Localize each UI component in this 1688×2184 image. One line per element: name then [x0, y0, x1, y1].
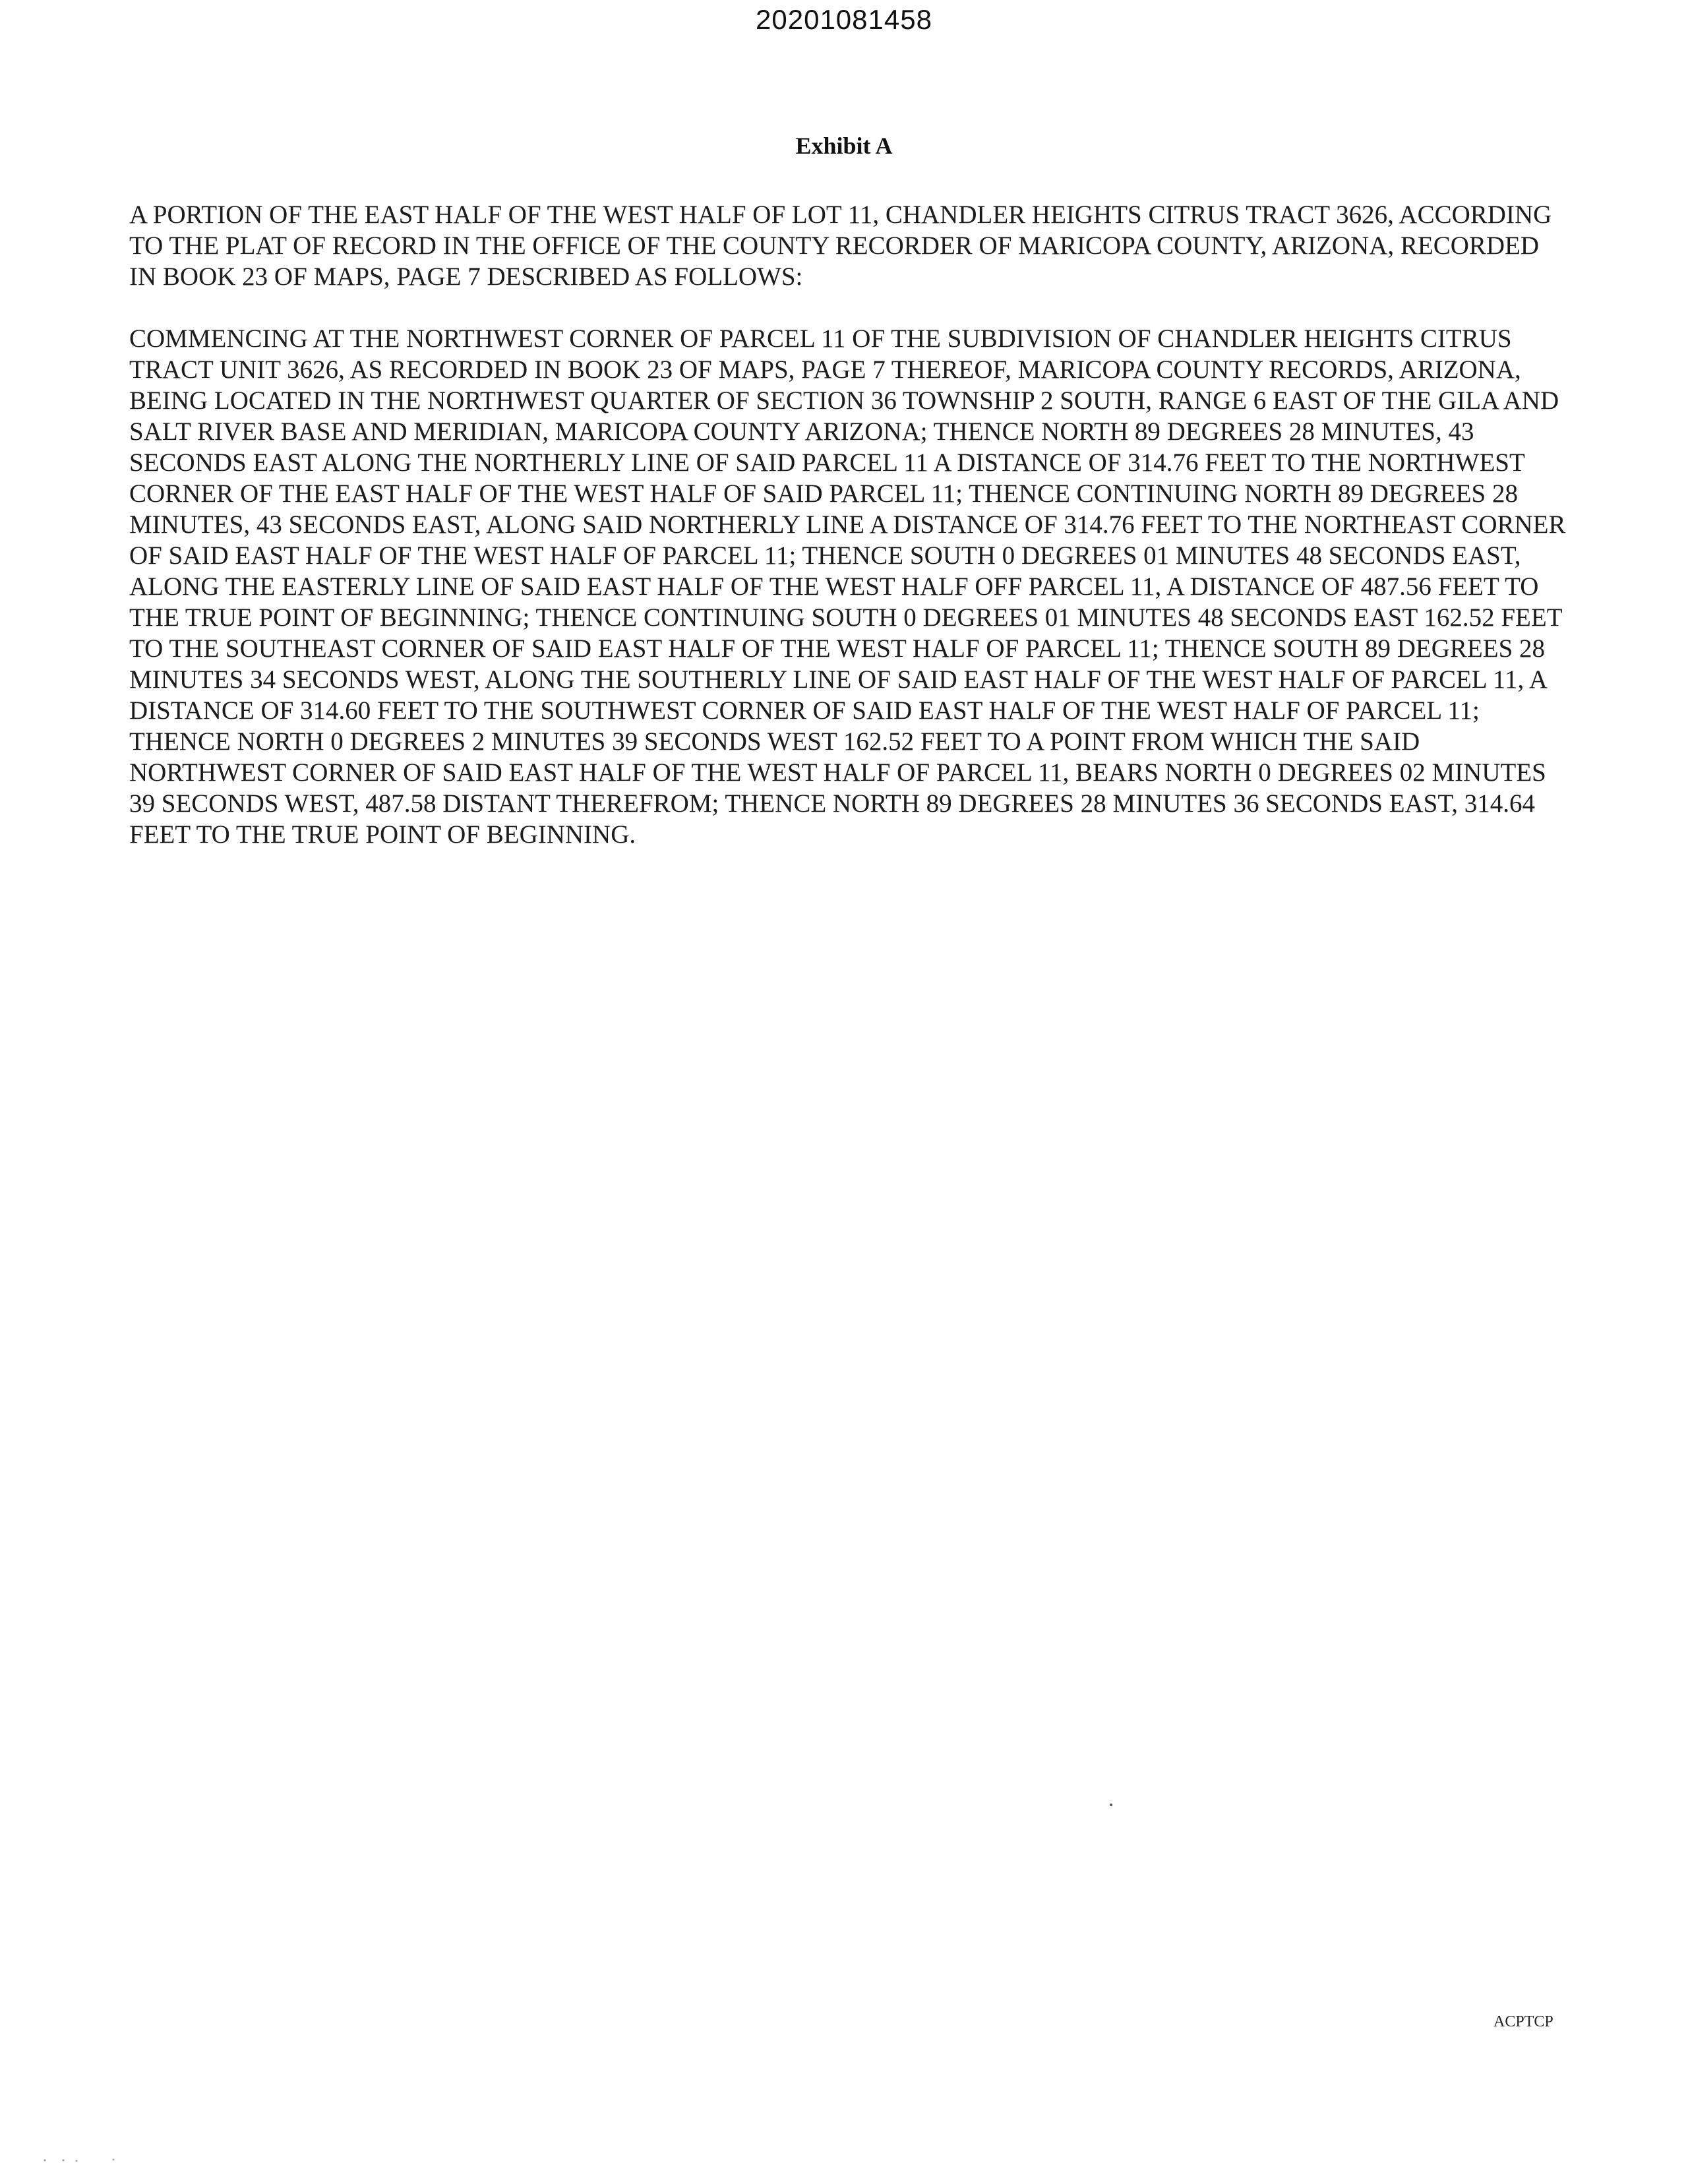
footer-code: ACPTCP: [1493, 2013, 1553, 2030]
legal-description-intro: A PORTION OF THE EAST HALF OF THE WEST HALF OF LOT 11, CHANDLER HEIGHTS CITRUS TRACT 3626, ACCORDING TO THE PLAT OF RECORD IN THE OFFICE OF THE COUNTY RECORDER OF MARICOPA COUNTY, ARIZONA, RECORDED IN BOOK 23 OF MAPS, PAGE 7 DESCRIBED AS FOLLOWS:: [129, 200, 1552, 291]
scan-speck: [1110, 1804, 1112, 1806]
recording-number: 20201081458: [756, 4, 932, 35]
legal-description-body: COMMENCING AT THE NORTHWEST CORNER OF PARCEL 11 OF THE SUBDIVISION OF CHANDLER HEIGHTS CITRUS TRACT UNIT 3626, AS RECORDED IN BOOK 23 OF MAPS, PAGE 7 THEREOF, MARICOPA COUNTY RECORDS, ARIZONA, BEING LOCATED IN THE NORTHWEST QUARTER OF SECTION 36 TOWNSHIP 2 SOUTH, RANGE 6 EAST OF THE GILA AND SALT RIVER BASE AND MERIDIAN, MARICOPA COUNTY ARIZONA; THENCE NORTH 89 DEGREES 28 MINUTES, 43 SECONDS EAST ALONG THE NORTHERLY LINE OF SAID PARCEL 11 A DISTANCE OF 314.76 FEET TO THE NORTHWEST CORNER OF THE EAST HALF OF THE WEST HALF OF SAID PARCEL 11; THENCE CONTINUING NORTH 89 DEGREES 28 MINUTES, 43 SECONDS EAST, ALONG SAID NORTHERLY LINE A DISTANCE OF 314.76 FEET TO THE NORTHEAST CORNER OF SAID EAST HALF OF THE WEST HALF OF PARCEL 11; THENCE SOUTH 0 DEGREES 01 MINUTES 48 SECONDS EAST, ALONG THE EASTERLY LINE OF SAID EAST HALF OF THE WEST HALF OFF PARCEL 11, A DISTANCE OF 487.56 FEET TO THE TRUE POINT OF BEGINNING; THENCE CONTINUING SOUTH 0 DEGREES 01 MINUTES 48 SECONDS EAST 162.52 FEET TO THE SOUTHEAST CORNER OF SAID EAST HALF OF THE WEST HALF OF PARCEL 11; THENCE SOUTH 89 DEGREES 28 MINUTES 34 SECONDS WEST, ALONG THE SOUTHERLY LINE OF SAID EAST HALF OF THE WEST HALF OF PARCEL 11, A DISTANCE OF 314.60 FEET TO THE SOUTHWEST CORNER OF SAID EAST HALF OF THE WEST HALF OF PARCEL 11; THENCE NORTH 0 DEGREES 2 MINUTES 39 SECONDS WEST 162.52 FEET TO A POINT FROM WHICH THE SAID NORTHWEST CORNER OF SAID EAST HALF OF THE WEST HALF OF PARCEL 11, BEARS NORTH 0 DEGREES 02 MINUTES 39 SECONDS WEST, 487.58 DISTANT THEREFROM; THENCE NORTH 89 DEGREES 28 MINUTES 36 SECONDS EAST, 314.64 FEET TO THE TRUE POINT OF BEGINNING.: [129, 324, 1566, 849]
scan-artifact-marks: [40, 2156, 171, 2164]
exhibit-title: Exhibit A: [795, 133, 893, 159]
